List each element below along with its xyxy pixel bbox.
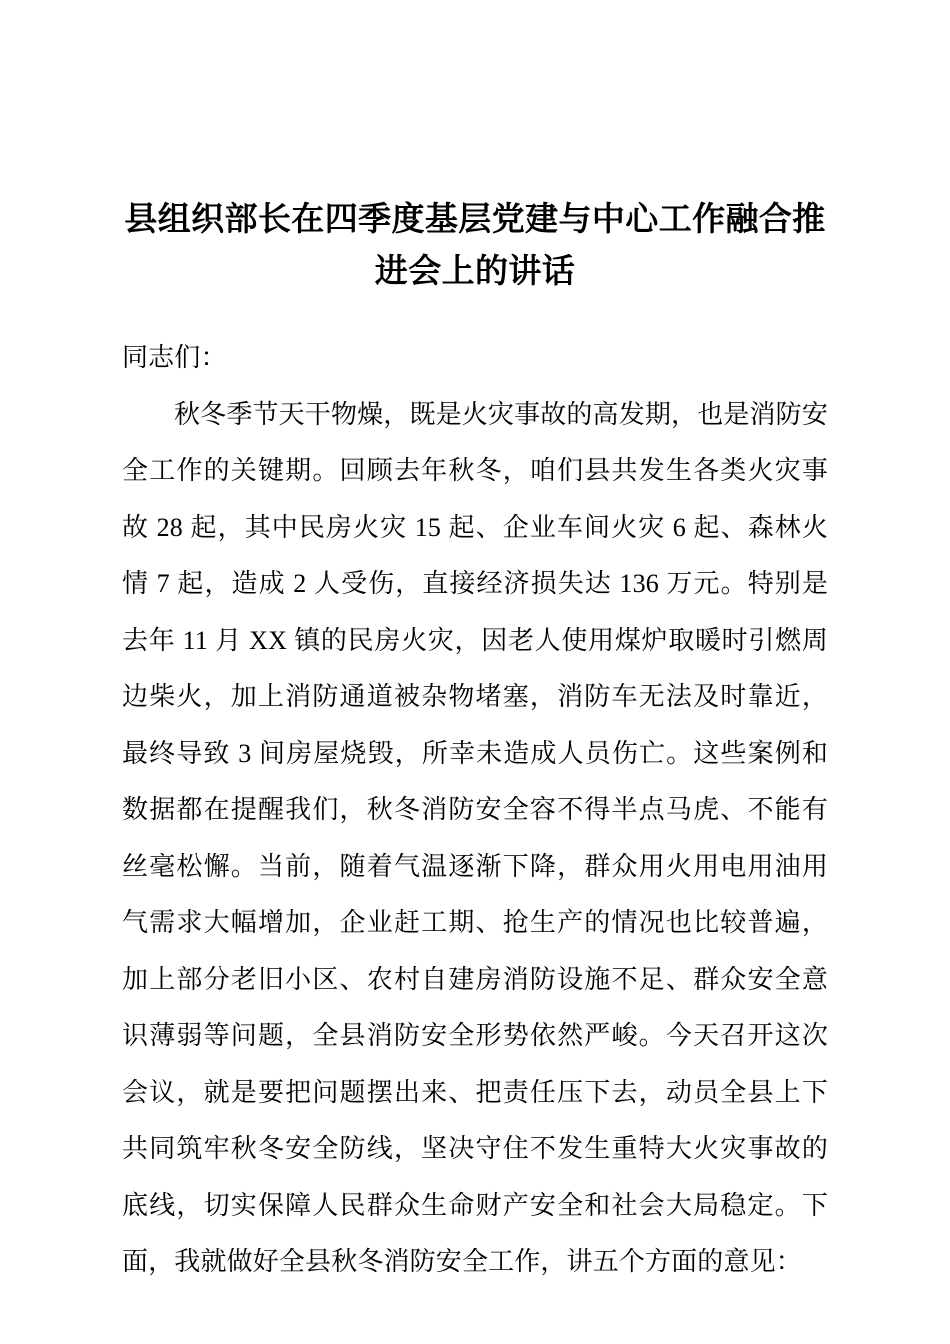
body-paragraph-1: 秋冬季节天干物燥，既是火灾事故的高发期，也是消防安全工作的关键期。回顾去年秋冬，咱们县共发生各类火灾事故 28 起，其中民房火灾 15 起、企业车间火灾 6 起、森林火情 7 起，造成 2 人受伤，直接经济损失达 136 万元。特别是去年 11 月 XX 镇的民房火灾，因老人使用煤炉取暖时引燃周边柴火，加上消防通道被杂物堵塞，消防车无法及时靠近，最终导致 3 间房屋烧毁，所幸未造成人员伤亡。这些案例和数据都在提醒我们，秋冬消防安全容不得半点马虎、不能有丝毫松懈。当前，随着气温逐渐下降，群众用火用电用油用气需求大幅增加，企业赶工期、抢生产的情况也比较普遍，加上部分老旧小区、农村自建房消防设施不足、群众安全意识薄弱等问题，全县消防安全形势依然严峻。今天召开这次会议，就是要把问题摆出来、把责任压下去，动员全县上下共同筑牢秋冬安全防线，坚决守住不发生重特大火灾事故的底线，切实保障人民群众生命财产安全和社会大局稳定。下面，我就做好全县秋冬消防安全工作，讲五个方面的意见：: [122, 399, 828, 1276]
page-title: 县组织部长在四季度基层党建与中心工作融合推进会上的讲话: [124, 202, 826, 290]
salutation-line: 同志们：: [122, 343, 227, 372]
document-body: [122, 330, 828, 1291]
